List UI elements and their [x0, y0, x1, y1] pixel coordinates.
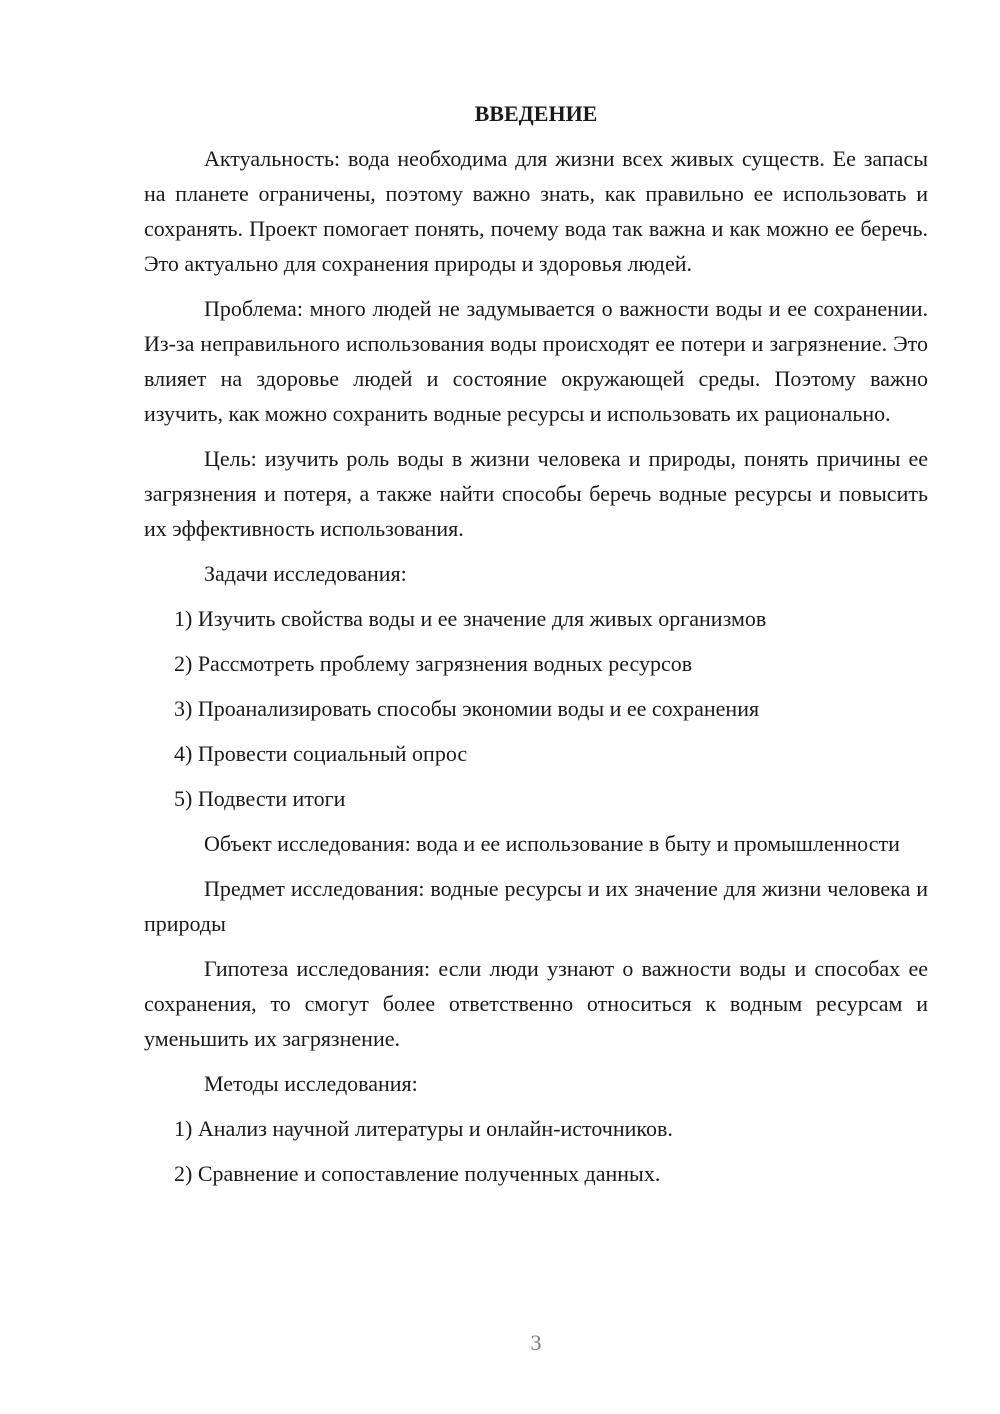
list-item: 1) Изучить свойства воды и ее значение для живых организмов — [174, 606, 767, 631]
page-content — [144, 96, 928, 1201]
methods-heading: Методы исследования: — [204, 1071, 418, 1096]
list-item: 2) Сравнение и сопоставление полученных данных. — [174, 1161, 661, 1186]
tasks-heading: Задачи исследования: — [204, 561, 407, 586]
paragraph-goal: Цель: изучить роль воды в жизни человека и природы, понять причины ее загрязнения и потеря, а также найти способы беречь водные ресурсы и повысить их эффективность использования. — [144, 446, 928, 541]
section-title: ВВЕДЕНИЕ — [474, 101, 598, 126]
list-item: 5) Подвести итоги — [174, 786, 346, 811]
paragraph-object: Объект исследования: вода и ее использование в быту и промышленности — [204, 831, 900, 856]
list-item: 1) Анализ научной литературы и онлайн-источников. — [174, 1116, 673, 1141]
page-number: 3 — [530, 1330, 542, 1355]
tasks-list — [144, 601, 928, 816]
list-item: 4) Провести социальный опрос — [174, 741, 468, 766]
paragraph-subject: Предмет исследования: водные ресурсы и их значение для жизни человека и природы — [144, 876, 928, 936]
methods-list — [144, 1111, 928, 1191]
paragraph-problem: Проблема: много людей не задумывается о важности воды и ее сохранении. Из-за неправильного использования воды происходят ее потери и загрязнение. Это влияет на здоровье людей и состояние окружающей среды. Поэтому важно изучить, как можно сохранить водные ресурсы и использовать их рационально. — [144, 296, 928, 426]
list-item: 2) Рассмотреть проблему загрязнения водных ресурсов — [174, 651, 693, 676]
paragraph-hypothesis: Гипотеза исследования: если люди узнают о важности воды и способах ее сохранения, то смогут более ответственно относиться к водным ресурсам и уменьшить их загрязнение. — [144, 956, 928, 1051]
list-item: 3) Проанализировать способы экономии воды и ее сохранения — [174, 696, 760, 721]
paragraph-relevance: Актуальность: вода необходима для жизни всех живых существ. Ее запасы на планете ограничены, поэтому важно знать, как правильно ее использовать и сохранять. Проект помогает понять, почему вода так важна и как можно ее беречь. Это актуально для сохранения природы и здоровья людей. — [144, 146, 928, 276]
